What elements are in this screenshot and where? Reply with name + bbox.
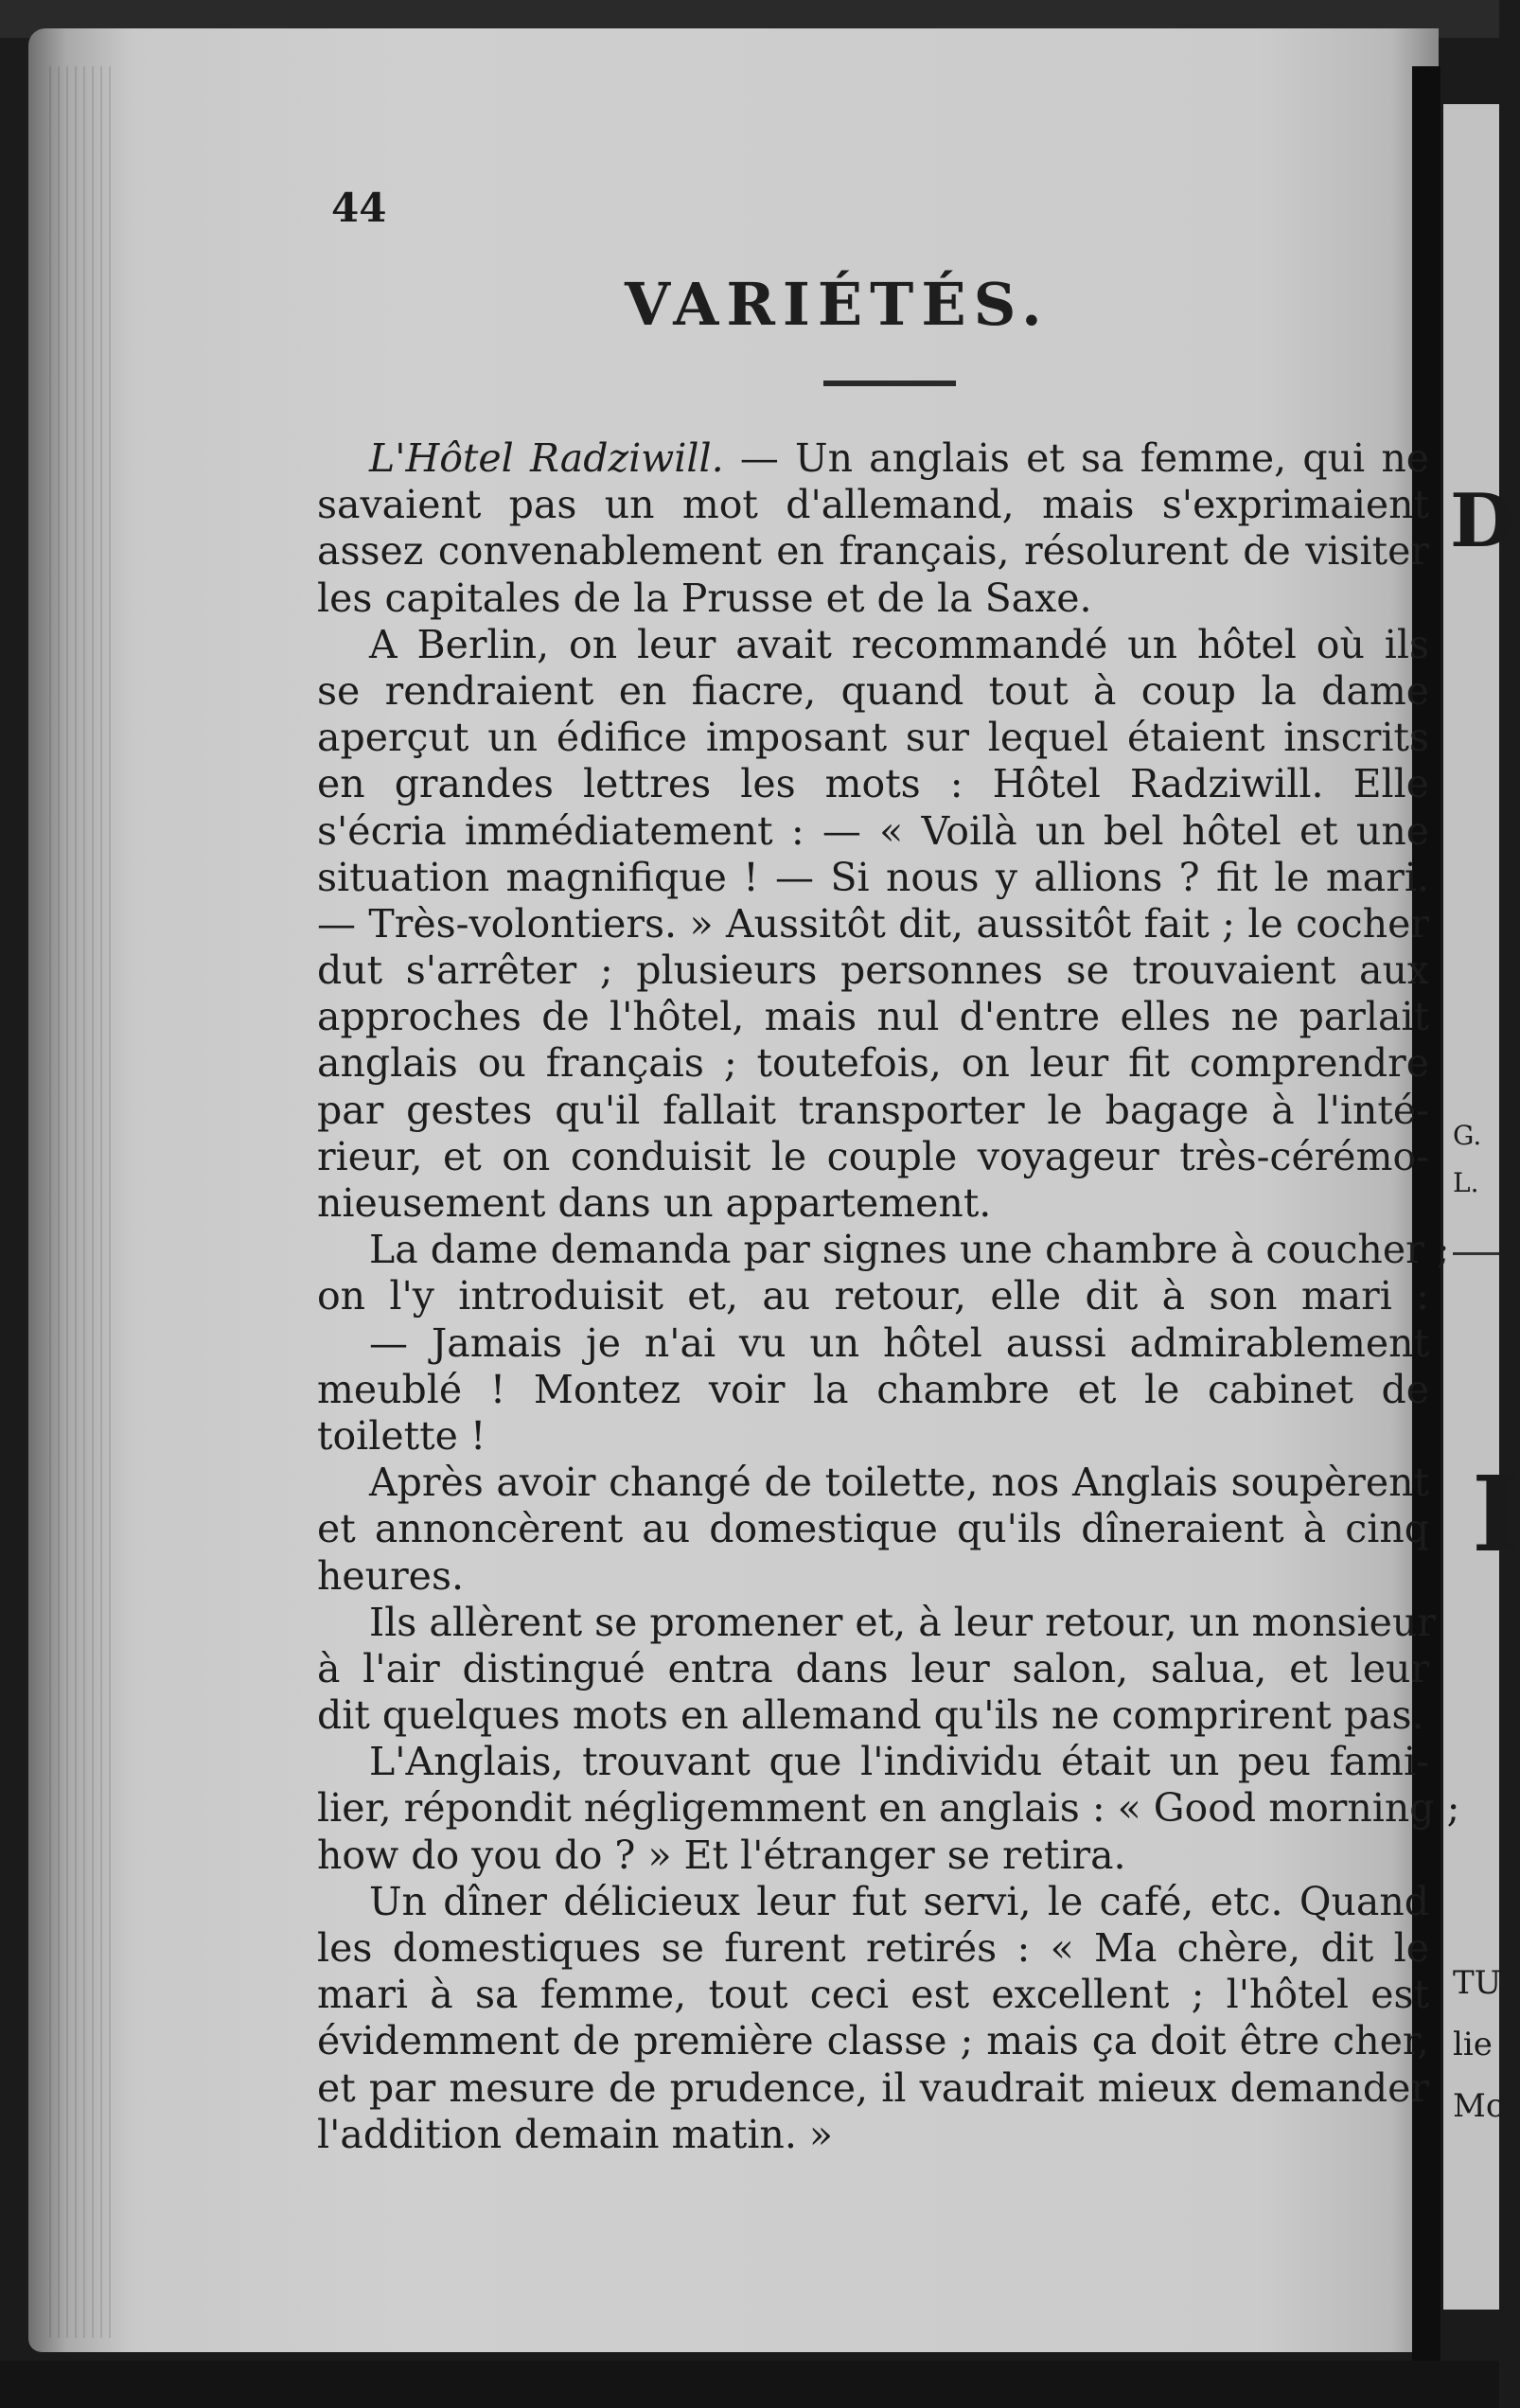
text-line-content: les domestiques se furent retirés : « Ma chère, dit le [317, 1925, 1429, 1971]
text-line [317, 575, 1429, 622]
text-line [317, 1599, 1436, 1646]
text-line [317, 668, 1429, 715]
text-line [317, 1227, 1450, 1273]
text-line [317, 1320, 1429, 1367]
text-line [317, 2112, 1429, 2158]
text-line-content: Ils allèrent se promener et, à leur retour, un monsieur [369, 1599, 1436, 1645]
text-line-content: A Berlin, on leur avait recommandé un hôtel où ils [369, 621, 1429, 667]
text-line-content: L'Anglais, trouvant que l'individu était un peu fami- [369, 1739, 1429, 1785]
text-line [317, 528, 1429, 575]
text-line [317, 435, 1429, 482]
text-line [317, 622, 1429, 668]
page-edge-texture [49, 66, 115, 2338]
text-line-content: et par mesure de prudence, il vaudrait mieux demander [317, 2064, 1429, 2111]
text-line [317, 1553, 1429, 1600]
text-line [317, 1180, 1429, 1227]
text-line [317, 1413, 1429, 1460]
text-line-content: les capitales de la Prusse et de la Saxe. [317, 575, 1092, 621]
text-line-content: — Un anglais et sa femme, qui ne [723, 435, 1429, 481]
text-line-content: anglais ou français ; toutefois, on leur fit comprendre [317, 1040, 1429, 1087]
text-line-content: dit quelques mots en allemand qu'ils ne comprirent pas. [317, 1692, 1424, 1739]
text-line [317, 1506, 1429, 1552]
text-line-content: et annoncèrent au domestique qu'ils dîneraient à cinq [317, 1506, 1429, 1552]
text-line-content: La dame demanda par signes une chambre à coucher ; [369, 1227, 1450, 1273]
article-body [317, 435, 1460, 2158]
facing-page-fragment: L. [1453, 1167, 1479, 1198]
text-line-content: Après avoir changé de toilette, nos Anglais soupèrent [369, 1460, 1429, 1506]
facing-page-fragment: Mc [1453, 2087, 1504, 2125]
text-line [317, 901, 1429, 947]
text-line [317, 2018, 1429, 2064]
text-line [317, 761, 1429, 807]
text-line [317, 1785, 1460, 1832]
text-line [317, 1972, 1429, 2018]
text-line [317, 2065, 1429, 2112]
article-run-head: L'Hôtel Radziwill. [369, 435, 724, 481]
text-line-content: Un dîner délicieux leur fut servi, le café, etc. Quand [369, 1878, 1429, 1924]
facing-page-fragment: lie [1453, 2026, 1493, 2063]
text-line-content: aperçut un édifice imposant sur lequel étaient inscrits [317, 715, 1429, 761]
text-line-content: se rendraient en fiacre, quand tout à coup la dame [317, 667, 1429, 714]
text-line-content: toilette ! [317, 1412, 486, 1459]
text-line [317, 1040, 1429, 1087]
facing-page-fragment: TU [1453, 1964, 1502, 2002]
text-line-content: mari à sa femme, tout ceci est excellent ; l'hôtel est [317, 1972, 1429, 2018]
text-line-content: situation magnifique ! — Si nous y allions ? fit le mari. [317, 854, 1429, 900]
facing-page-initial: I [1472, 1453, 1520, 1575]
text-line [317, 482, 1429, 528]
facing-page-rule [1453, 1252, 1499, 1255]
text-line [317, 1460, 1429, 1506]
text-line [317, 1367, 1429, 1413]
section-title: VARIÉTÉS. [625, 270, 1050, 339]
text-line [317, 855, 1429, 901]
text-line-content: par gestes qu'il fallait transporter le bagage à l'inté- [317, 1087, 1429, 1133]
text-line [317, 1088, 1429, 1134]
text-line [317, 1646, 1429, 1692]
text-line [317, 1739, 1429, 1785]
text-line [317, 994, 1429, 1040]
text-line-content: on l'y introduisit et, au retour, elle dit à son mari : [317, 1273, 1429, 1319]
text-line [317, 1925, 1429, 1972]
scanner-frame-bottom [0, 2361, 1499, 2408]
text-line [317, 1273, 1429, 1319]
text-line-content: évidemment de première classe ; mais ça doit être cher, [317, 2018, 1429, 2064]
text-line [317, 1134, 1429, 1180]
title-rule [823, 381, 956, 386]
facing-page-fragment: G. [1453, 1120, 1482, 1151]
page-number: 44 [331, 185, 387, 231]
text-line-content: à l'air distingué entra dans leur salon, salua, et leur [317, 1645, 1429, 1691]
text-line-content: assez convenablement en français, résolurent de visiter [317, 528, 1429, 575]
text-line-content: savaient pas un mot d'allemand, mais s'exprimaient [317, 482, 1429, 528]
text-line [317, 715, 1429, 761]
text-line-content: — Très-volontiers. » Aussitôt dit, aussitôt fait ; le cocher [317, 900, 1429, 947]
text-line-content: en grandes lettres les mots : Hôtel Radziwill. Elle [317, 761, 1429, 807]
text-line [317, 947, 1429, 994]
text-line-content: how do you do ? » Et l'étranger se retira. [317, 1832, 1126, 1878]
text-line-content: dut s'arrêter ; plusieurs personnes se trouvaient aux [317, 947, 1429, 994]
text-line-content: rieur, et on conduisit le couple voyageur très-cérémo- [317, 1133, 1429, 1179]
text-line-content: heures. [317, 1552, 465, 1599]
facing-page-initial: D [1450, 478, 1514, 564]
text-line-content: l'addition demain matin. » [317, 2111, 833, 2157]
text-line-content: meublé ! Montez voir la chambre et le cabinet de [317, 1366, 1429, 1412]
text-line-content: approches de l'hôtel, mais nul d'entre elles ne parlait [317, 994, 1429, 1040]
text-line-content: lier, répondit négligemment en anglais : « Good morning ; [317, 1785, 1460, 1832]
text-line [317, 808, 1429, 855]
text-line-content: nieusement dans un appartement. [317, 1180, 992, 1226]
text-line-content: — Jamais je n'ai vu un hôtel aussi admirablement [369, 1319, 1429, 1366]
text-line [317, 1833, 1429, 1879]
text-line [317, 1879, 1429, 1925]
text-line-content: s'écria immédiatement : — « Voilà un bel hôtel et une [317, 807, 1429, 854]
text-line [317, 1692, 1429, 1739]
